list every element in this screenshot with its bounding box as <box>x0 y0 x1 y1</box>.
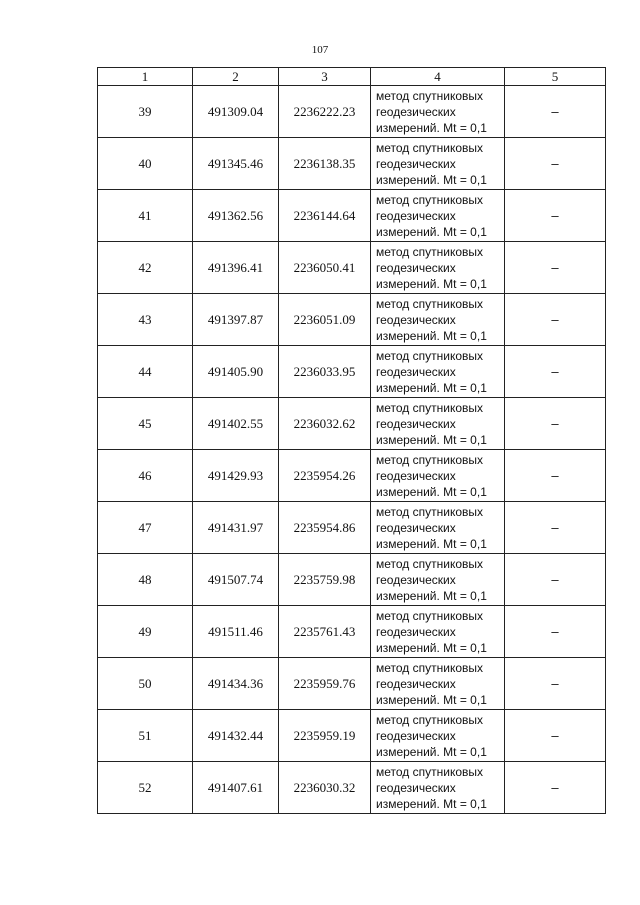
method-cell <box>371 606 505 658</box>
header-col-2: 2 <box>193 68 279 86</box>
point-number-cell: 41 <box>98 190 193 242</box>
method-line: метод спутниковых <box>376 660 484 675</box>
method-line: метод спутниковых <box>376 192 484 207</box>
method-line: измерений. Mt = 0,1 <box>376 380 487 395</box>
table-row <box>98 554 606 606</box>
method-line: метод спутниковых <box>376 88 484 103</box>
table-row <box>98 138 606 190</box>
table-row <box>98 762 606 814</box>
table-row <box>98 398 606 450</box>
method-cell <box>371 242 505 294</box>
method-line: измерений. Mt = 0,1 <box>376 432 487 447</box>
table-row <box>98 294 606 346</box>
method-line: геодезических <box>376 728 456 743</box>
method-cell <box>371 86 505 138</box>
y-coordinate-cell: 2236051.09 <box>279 294 371 346</box>
note-cell: – <box>505 450 606 502</box>
method-line: метод спутниковых <box>376 348 484 363</box>
x-coordinate-cell: 491429.93 <box>193 450 279 502</box>
y-coordinate-cell: 2236030.32 <box>279 762 371 814</box>
y-coordinate-cell: 2236144.64 <box>279 190 371 242</box>
x-coordinate-cell: 491397.87 <box>193 294 279 346</box>
table-row <box>98 242 606 294</box>
x-coordinate-cell: 491345.46 <box>193 138 279 190</box>
method-line: метод спутниковых <box>376 712 484 727</box>
table-row <box>98 710 606 762</box>
x-coordinate-cell: 491407.61 <box>193 762 279 814</box>
method-cell <box>371 294 505 346</box>
method-line: геодезических <box>376 624 456 639</box>
y-coordinate-cell: 2235959.19 <box>279 710 371 762</box>
method-line: геодезических <box>376 572 456 587</box>
note-cell: – <box>505 762 606 814</box>
x-coordinate-cell: 491396.41 <box>193 242 279 294</box>
point-number-cell: 42 <box>98 242 193 294</box>
x-coordinate-cell: 491402.55 <box>193 398 279 450</box>
y-coordinate-cell: 2235954.26 <box>279 450 371 502</box>
method-cell <box>371 346 505 398</box>
point-number-cell: 48 <box>98 554 193 606</box>
y-coordinate-cell: 2236050.41 <box>279 242 371 294</box>
point-number-cell: 45 <box>98 398 193 450</box>
point-number-cell: 43 <box>98 294 193 346</box>
point-number-cell: 47 <box>98 502 193 554</box>
table-row <box>98 502 606 554</box>
y-coordinate-cell: 2236033.95 <box>279 346 371 398</box>
method-cell <box>371 450 505 502</box>
table-row <box>98 86 606 138</box>
method-line: геодезических <box>376 104 456 119</box>
method-cell <box>371 190 505 242</box>
x-coordinate-cell: 491309.04 <box>193 86 279 138</box>
y-coordinate-cell: 2235761.43 <box>279 606 371 658</box>
method-cell <box>371 710 505 762</box>
point-number-cell: 50 <box>98 658 193 710</box>
method-line: измерений. Mt = 0,1 <box>376 328 487 343</box>
x-coordinate-cell: 491511.46 <box>193 606 279 658</box>
note-cell: – <box>505 242 606 294</box>
note-cell: – <box>505 606 606 658</box>
table-row <box>98 450 606 502</box>
coordinates-table <box>97 67 606 814</box>
y-coordinate-cell: 2235954.86 <box>279 502 371 554</box>
table-body <box>98 86 606 814</box>
note-cell: – <box>505 190 606 242</box>
header-row <box>98 68 606 86</box>
method-line: измерений. Mt = 0,1 <box>376 224 487 239</box>
note-cell: – <box>505 346 606 398</box>
method-line: метод спутниковых <box>376 504 484 519</box>
method-line: метод спутниковых <box>376 452 484 467</box>
x-coordinate-cell: 491432.44 <box>193 710 279 762</box>
x-coordinate-cell: 491362.56 <box>193 190 279 242</box>
point-number-cell: 51 <box>98 710 193 762</box>
point-number-cell: 39 <box>98 86 193 138</box>
method-cell <box>371 658 505 710</box>
method-line: измерений. Mt = 0,1 <box>376 692 487 707</box>
method-line: геодезических <box>376 468 456 483</box>
method-line: геодезических <box>376 780 456 795</box>
note-cell: – <box>505 710 606 762</box>
method-line: измерений. Mt = 0,1 <box>376 588 487 603</box>
table-row <box>98 658 606 710</box>
note-cell: – <box>505 398 606 450</box>
header-col-4: 4 <box>371 68 505 86</box>
method-cell <box>371 398 505 450</box>
method-line: геодезических <box>376 364 456 379</box>
method-line: измерений. Mt = 0,1 <box>376 120 487 135</box>
method-cell <box>371 554 505 606</box>
method-line: измерений. Mt = 0,1 <box>376 484 487 499</box>
method-cell <box>371 138 505 190</box>
method-line: метод спутниковых <box>376 608 484 623</box>
method-line: метод спутниковых <box>376 400 484 415</box>
method-line: геодезических <box>376 520 456 535</box>
note-cell: – <box>505 138 606 190</box>
method-line: измерений. Mt = 0,1 <box>376 276 487 291</box>
table-row <box>98 606 606 658</box>
y-coordinate-cell: 2236138.35 <box>279 138 371 190</box>
method-line: геодезических <box>376 208 456 223</box>
note-cell: – <box>505 294 606 346</box>
method-line: геодезических <box>376 156 456 171</box>
point-number-cell: 40 <box>98 138 193 190</box>
x-coordinate-cell: 491431.97 <box>193 502 279 554</box>
method-line: метод спутниковых <box>376 556 484 571</box>
method-line: измерений. Mt = 0,1 <box>376 536 487 551</box>
y-coordinate-cell: 2236032.62 <box>279 398 371 450</box>
method-line: метод спутниковых <box>376 296 484 311</box>
header-col-3: 3 <box>279 68 371 86</box>
method-line: метод спутниковых <box>376 140 484 155</box>
note-cell: – <box>505 86 606 138</box>
method-line: геодезических <box>376 676 456 691</box>
method-line: измерений. Mt = 0,1 <box>376 796 487 811</box>
x-coordinate-cell: 491405.90 <box>193 346 279 398</box>
y-coordinate-cell: 2236222.23 <box>279 86 371 138</box>
note-cell: – <box>505 658 606 710</box>
point-number-cell: 46 <box>98 450 193 502</box>
method-cell <box>371 762 505 814</box>
method-cell <box>371 502 505 554</box>
method-line: геодезических <box>376 416 456 431</box>
header-col-1: 1 <box>98 68 193 86</box>
method-line: измерений. Mt = 0,1 <box>376 640 487 655</box>
table-row <box>98 190 606 242</box>
table-row <box>98 346 606 398</box>
header-col-5: 5 <box>505 68 606 86</box>
point-number-cell: 44 <box>98 346 193 398</box>
x-coordinate-cell: 491434.36 <box>193 658 279 710</box>
point-number-cell: 49 <box>98 606 193 658</box>
method-line: измерений. Mt = 0,1 <box>376 744 487 759</box>
page-number: 107 <box>311 44 329 56</box>
method-line: геодезических <box>376 312 456 327</box>
table-header <box>98 68 606 86</box>
method-line: метод спутниковых <box>376 764 484 779</box>
note-cell: – <box>505 502 606 554</box>
point-number-cell: 52 <box>98 762 193 814</box>
method-line: измерений. Mt = 0,1 <box>376 172 487 187</box>
note-cell: – <box>505 554 606 606</box>
x-coordinate-cell: 491507.74 <box>193 554 279 606</box>
method-line: геодезических <box>376 260 456 275</box>
y-coordinate-cell: 2235959.76 <box>279 658 371 710</box>
method-line: метод спутниковых <box>376 244 484 259</box>
y-coordinate-cell: 2235759.98 <box>279 554 371 606</box>
